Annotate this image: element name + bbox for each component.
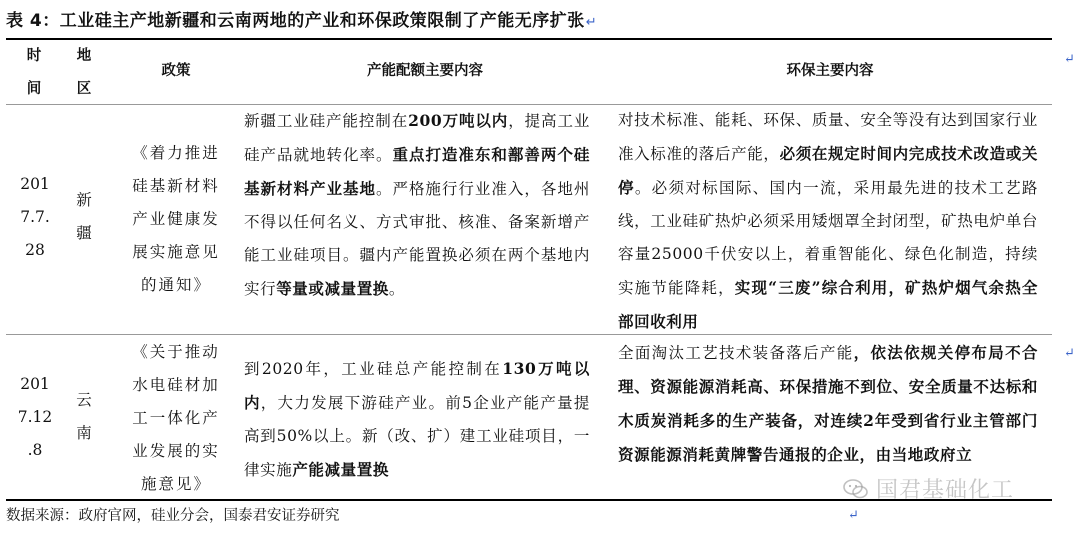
row2-policy: 《关于推动 水电硅材加 工一体化产 业发展的实 施意见》 — [132, 343, 220, 493]
row1-env: 对技术标准、能耗、环保、质量、安全等没有达到国家行业准入标准的落后产能，必须在规定时间内完成技术改造或关停。必须对标国际、国内一流，采用最先进的技术工艺路线，工业硅矿热炉必须采用矮烟罩全封闭型，矿热电炉单台容量25000千伏安以上，着重智能化、绿色化制造，持续实施节能降耗，实现“三废”综合利用，矿热炉烟气余热全部回收利用 — [618, 111, 1039, 331]
row1-time: 201 7.7. 28 — [20, 175, 50, 259]
header-policy: 政策 — [161, 63, 191, 79]
row2-region: 云 南 — [76, 391, 92, 442]
header-capacity: 产能配额主要内容 — [367, 63, 483, 79]
row2-time: 201 7.12 .8 — [17, 375, 53, 459]
watermark: 国君基础化工 — [842, 473, 1014, 504]
row1-region: 新 疆 — [76, 191, 92, 242]
header-region: 地 区 — [76, 48, 92, 97]
table-title: 表 4：工业硅主产地新疆和云南两地的产业和环保政策限制了产能无序扩张↵ — [6, 11, 598, 31]
row2-capacity: 到2020年，工业硅总产能控制在130万吨以内，大力发展下游硅产业。前5企业产能产量提高到50%以上。新（改、扩）建工业硅项目，一律实施产能减量置换 — [244, 359, 590, 479]
return-mark: ↵ — [1064, 346, 1075, 361]
return-mark: ↵ — [848, 508, 859, 523]
return-mark: ↵ — [1064, 52, 1075, 67]
header-env: 环保主要内容 — [786, 63, 874, 79]
wechat-icon — [842, 478, 870, 500]
row1-policy: 《着力推进 硅基新材料 产业健康发 展实施意见 的通知》 — [132, 144, 220, 294]
row2-env: 全面淘汰工艺技术装备落后产能，依法依规关停布局不合理、资源能源消耗高、环保措施不到位、安全质量不达标和木质炭消耗多的生产装备，对连续2年受到省行业主管部门资源能源消耗黄牌警告通报的企业，由当地政府立 — [618, 343, 1038, 464]
data-source: 数据来源：政府官网，硅业分会，国泰君安证券研究 — [6, 508, 340, 524]
header-time: 时 间 — [26, 48, 42, 97]
row1-capacity: 新疆工业硅产能控制在200万吨以内，提高工业硅产品就地转化率。重点打造准东和鄯善两个硅基新材料产业基地。严格施行行业准入，各地州不得以任何名义、方式审批、核准、备案新增产能工业硅项目。疆内产能置换必须在两个基地内实行等量或减量置换。 — [244, 111, 590, 298]
top-rule — [6, 38, 1052, 40]
